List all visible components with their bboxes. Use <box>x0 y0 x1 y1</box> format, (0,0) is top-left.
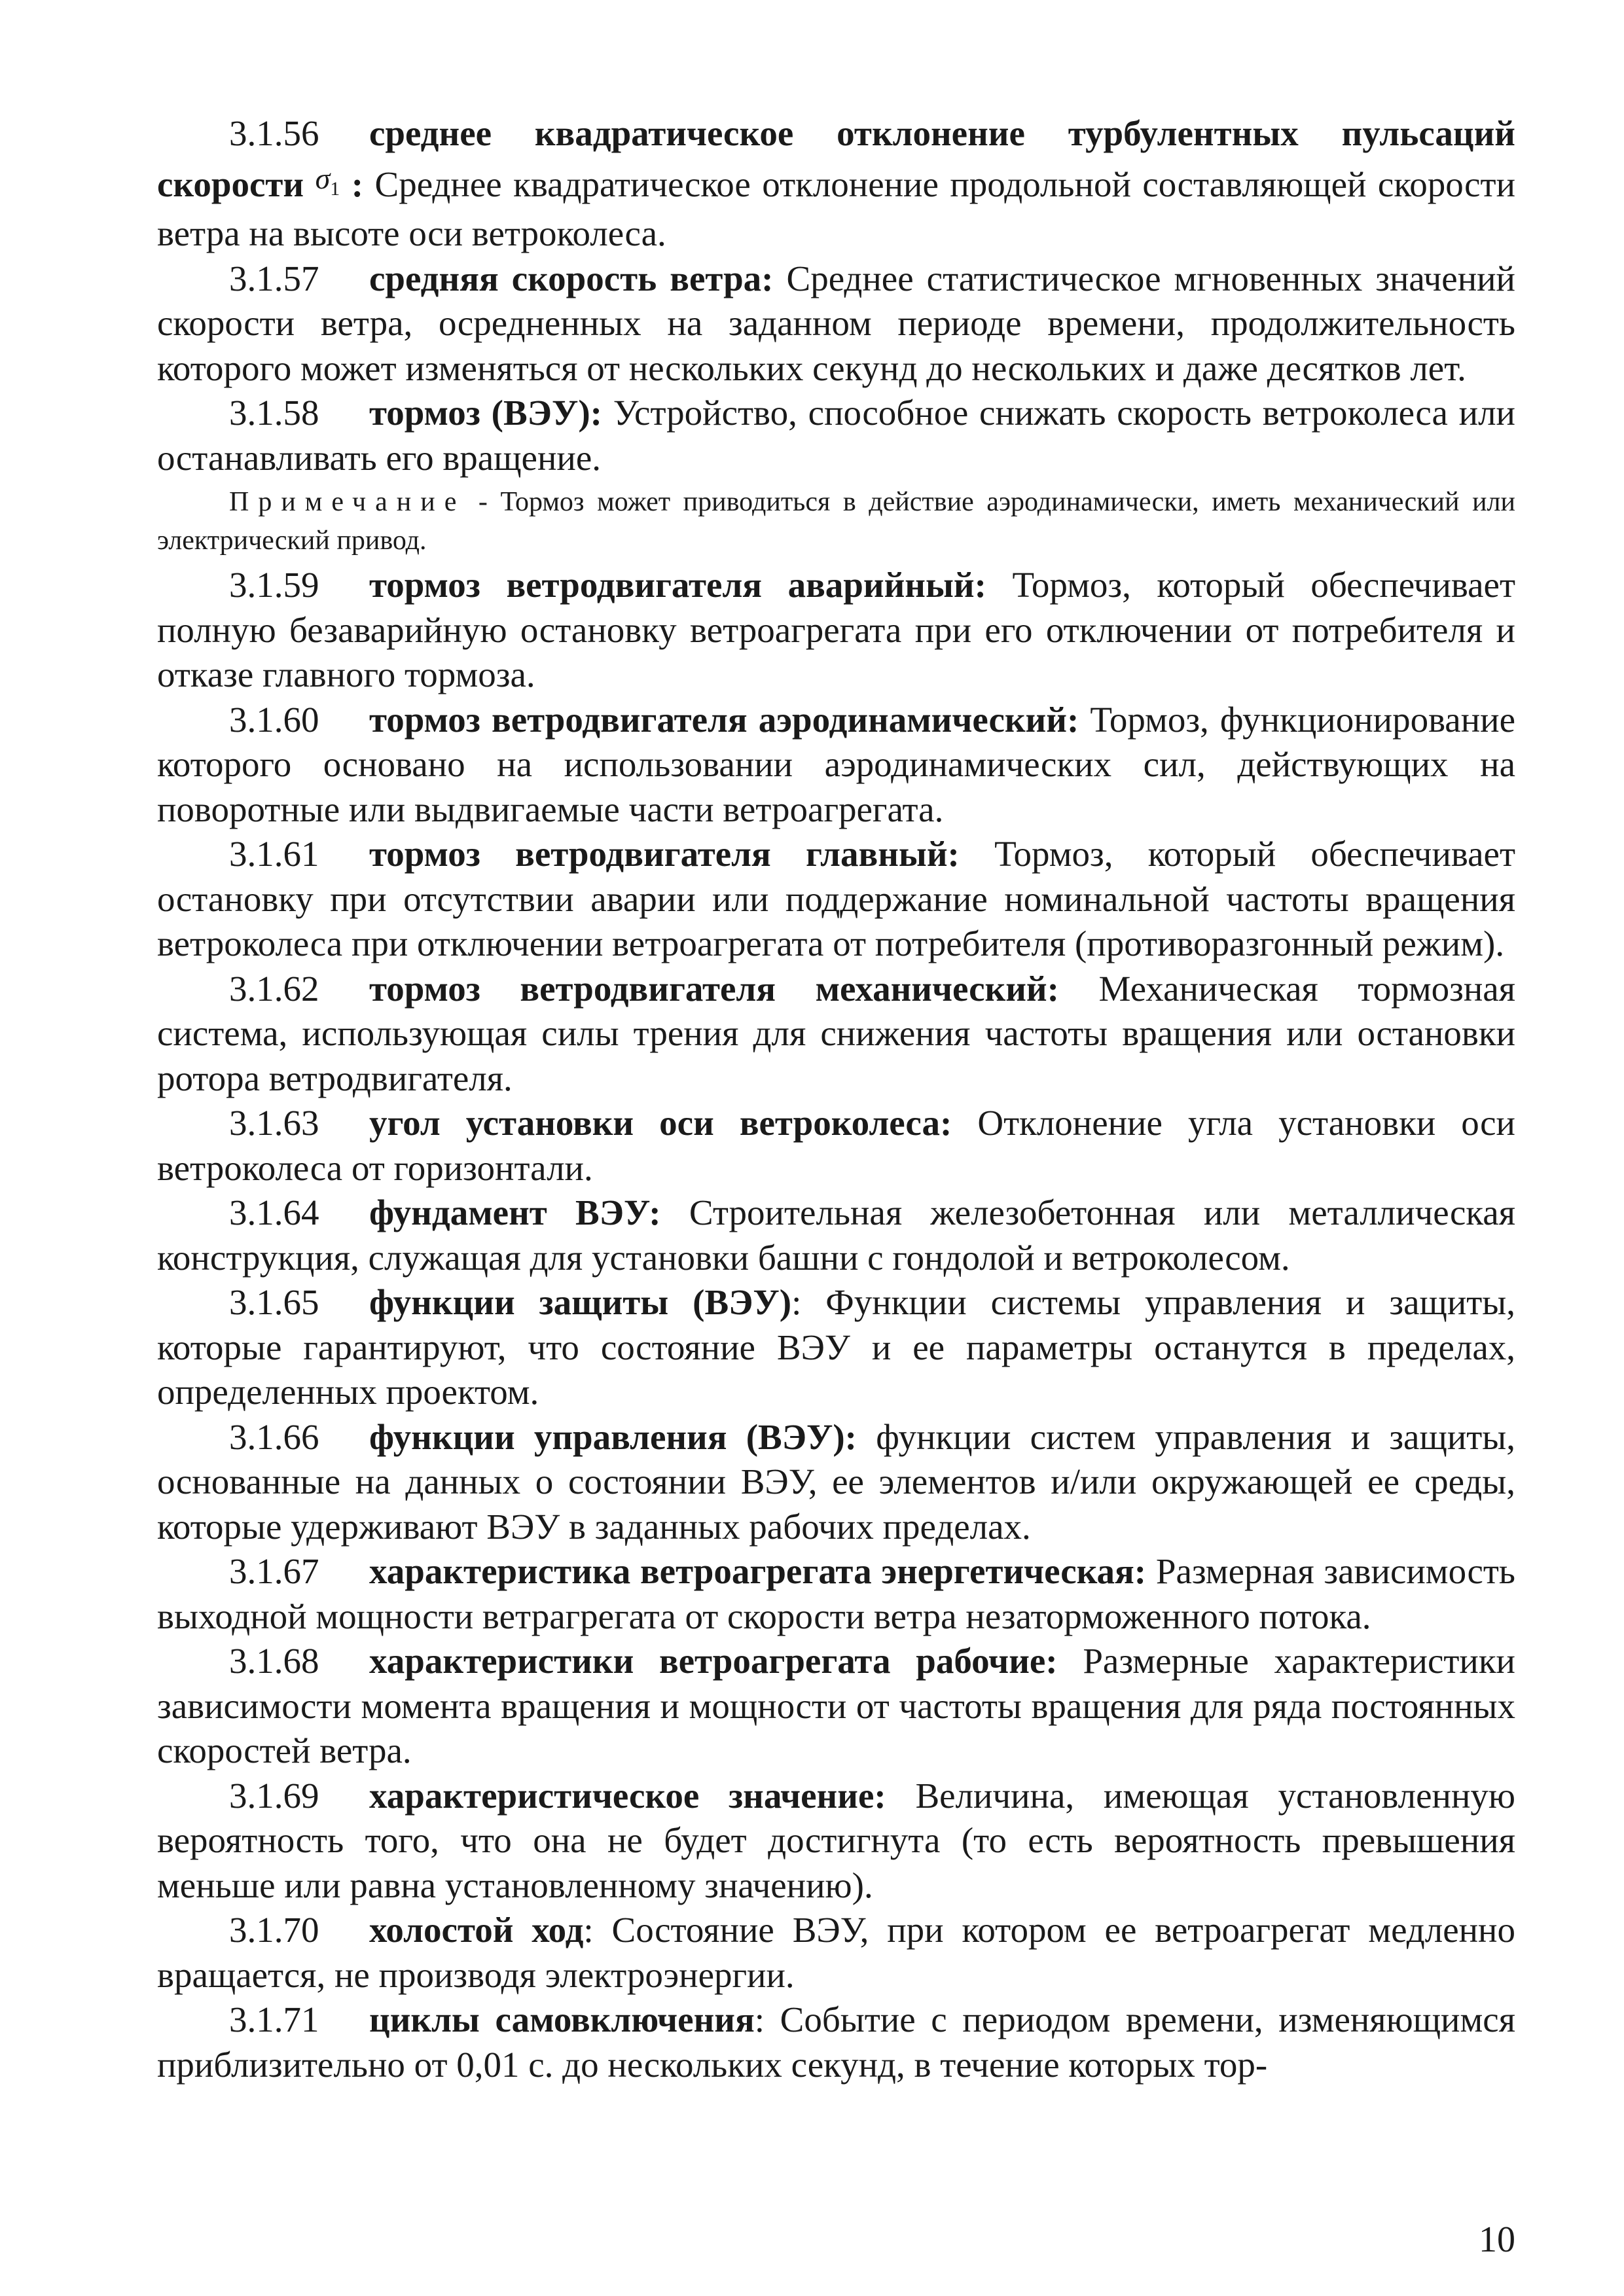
entry-definition: Тормоз, функционирование которого основано на использовании аэродинамических сил, действующих на поворотные или выдвигаемые части ветроагрегата. <box>157 699 1515 829</box>
entry-definition: Тормоз, который обеспечивает остановку при отсутствии аварии или поддержание номинальной частоты вращения ветроколеса при отключении ветроагрегата от потребителя (противоразгонный режим). <box>157 834 1515 964</box>
entry-number: 3.1.70 <box>229 1910 319 1950</box>
note-text: - Тормоз может приводиться в действие аэродинамически, иметь механический или электрический привод. <box>157 487 1515 556</box>
entry-3-1-63 <box>157 1101 1515 1191</box>
entry-definition: Размерные характеристики зависимости момента вращения и мощности от частоты вращения для ряда постоянных скоростей ветра. <box>157 1641 1515 1771</box>
entry-3-1-56 <box>157 111 1515 257</box>
entry-3-1-60 <box>157 698 1515 833</box>
entry-3-1-61 <box>157 832 1515 967</box>
entry-3-1-66 <box>157 1415 1515 1550</box>
entry-definition: функции систем управления и защиты, основанные на данных о состоянии ВЭУ, ее элементов и/или окружающей ее среды, которые удерживают ВЭУ в заданных рабочих пределах. <box>157 1416 1515 1547</box>
entry-number: 3.1.58 <box>229 393 319 433</box>
entry-definition: Среднее квадратическое отклонение продольной составляющей скорости ветра на высоте оси ветроколеса. <box>157 164 1516 254</box>
entry-term: характеристическое значение: <box>369 1775 886 1816</box>
entry-definition: Устройство, способное снижать скорость ветроколеса или останавливать его вращение. <box>157 393 1515 478</box>
entry-number: 3.1.71 <box>229 2000 319 2040</box>
entry-number: 3.1.65 <box>229 1282 319 1323</box>
entry-term: тормоз ветродвигателя аварийный: <box>369 565 986 605</box>
entry-definition: Величина, имеющая установленную вероятность того, что она не будет достигнута (то есть вероятность превышения меньше или равна установленному значению). <box>157 1775 1515 1905</box>
entry-definition: Тормоз, который обеспечивает полную безаварийную остановку ветроагрегата при его отключении от потребителя и отказе главного тормоза. <box>157 565 1515 695</box>
entry-3-1-64 <box>157 1191 1515 1280</box>
note <box>157 483 1515 560</box>
entry-term: угол установки оси ветроколеса: <box>369 1103 952 1143</box>
note-label: Примечание <box>229 487 466 518</box>
entry-number: 3.1.63 <box>229 1103 319 1143</box>
entry-3-1-62 <box>157 967 1515 1102</box>
entry-number: 3.1.57 <box>229 258 319 298</box>
entry-3-1-68 <box>157 1639 1515 1774</box>
entry-term-text: среднее квадратическое отклонение турбулентных пульсаций скорости <box>157 113 1515 204</box>
entry-definition: : Функции системы управления и защиты, которые гарантируют, что состояние ВЭУ и ее параметры останутся в пределах, определенных проектом. <box>157 1282 1515 1412</box>
entry-definition: : Событие с периодом времени, изменяющимся приблизительно от 0,01 с. до нескольких секунд, в течение которых тор- <box>157 2000 1515 2085</box>
entry-term: циклы самовключения <box>369 2000 755 2040</box>
entry-number: 3.1.59 <box>229 565 319 605</box>
entry-3-1-58 <box>157 391 1515 480</box>
entry-number: 3.1.68 <box>229 1641 319 1681</box>
entry-number: 3.1.64 <box>229 1193 319 1233</box>
entry-definition: Среднее статистическое мгновенных значений скорости ветра, осредненных на заданном периоде времени, продолжительность которого может изменяться от нескольких секунд до нескольких и даже десятков лет. <box>157 258 1515 388</box>
entry-number: 3.1.60 <box>229 699 319 740</box>
entry-definition: : Состояние ВЭУ, при котором ее ветроагрегат медленно вращается, не производя электроэнергии. <box>157 1910 1515 1995</box>
entry-definition: Строительная железобетонная или металлическая конструкция, служащая для установки башни с гондолой и ветроколесом. <box>157 1193 1515 1278</box>
entry-definition: Механическая тормозная система, использующая силы трения для снижения частоты вращения или остановки ротора ветродвигателя. <box>157 968 1515 1098</box>
entry-term: тормоз (ВЭУ): <box>369 393 602 433</box>
entry-3-1-70 <box>157 1908 1515 1998</box>
entry-3-1-67 <box>157 1549 1515 1639</box>
sigma-letter: σ <box>315 161 331 195</box>
entry-term: характеристики ветроагрегата рабочие: <box>369 1641 1058 1681</box>
entry-3-1-69 <box>157 1774 1515 1909</box>
entry-definition: Отклонение угла установки оси ветроколеса от горизонтали. <box>157 1103 1515 1188</box>
page-number: 10 <box>1479 2219 1515 2260</box>
entry-term: функции защиты (ВЭУ) <box>369 1282 792 1323</box>
sigma-subscript: 1 <box>330 177 340 200</box>
sigma-symbol <box>315 161 340 200</box>
entry-number: 3.1.69 <box>229 1775 319 1816</box>
entry-3-1-59 <box>157 563 1515 698</box>
entry-term: функции управления (ВЭУ): <box>369 1416 857 1457</box>
entry-term: холостой ход <box>369 1910 584 1950</box>
entry-number: 3.1.56 <box>229 113 319 153</box>
entry-term: средняя скорость ветра: <box>369 258 774 298</box>
entry-term: тормоз ветродвигателя аэродинамический: <box>369 699 1079 740</box>
entry-3-1-65 <box>157 1280 1515 1415</box>
entry-definition: Размерная зависимость выходной мощности ветрагрегата от скорости ветра незаторможенного потока. <box>157 1551 1515 1636</box>
entry-term: характеристика ветроагрегата энергетическая: <box>369 1551 1147 1592</box>
entry-term: тормоз ветродвигателя главный: <box>369 834 960 874</box>
entry-number: 3.1.67 <box>229 1551 319 1592</box>
entry-number: 3.1.62 <box>229 968 319 1009</box>
entry-number: 3.1.61 <box>229 834 319 874</box>
entry-3-1-71 <box>157 1998 1515 2087</box>
entry-3-1-57 <box>157 257 1515 391</box>
page-content <box>157 111 1515 2087</box>
entry-number: 3.1.66 <box>229 1416 319 1457</box>
entry-term: тормоз ветродвигателя механический: <box>369 968 1059 1009</box>
entry-term-colon: : <box>340 164 375 204</box>
entry-term: фундамент ВЭУ: <box>369 1193 661 1233</box>
